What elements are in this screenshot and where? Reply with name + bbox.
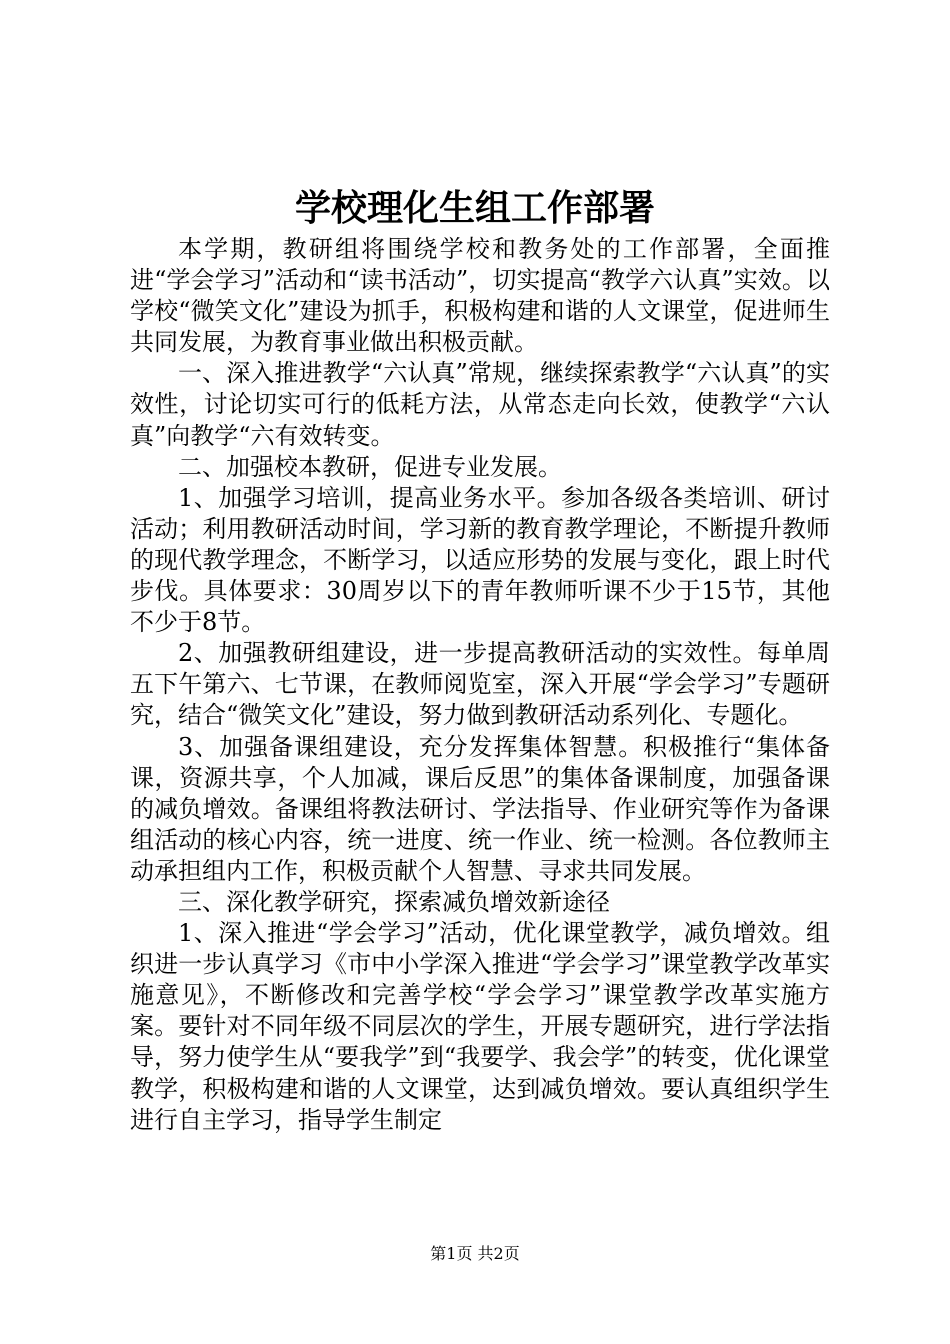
paragraph-section-3-item-1: 1、深入推进“学会学习”活动，优化课堂教学，减负增效。组织进一步认真学习《市中小学深入推进“学会学习”课堂教学改革实施意见》，不断修改和完善学校“学会学习”课堂教学改革实施方案。要针对不同年级不同层次的学生，开展专题研究，进行学法指导，努力使学生从“要我学”到“我要学、我会学”的转变，优化课堂教学，积极构建和谐的人文课堂，达到减负增效。要认真组织学生进行自主学习，指导学生制定: [130, 919, 830, 1134]
paragraph-section-2-item-3: 3、加强备课组建设，充分发挥集体智慧。积极推行“集体备课，资源共享，个人加减，课后反思”的集体备课制度，加强备课的减负增效。备课组将教法研讨、学法指导、作业研究等作为备课组活动的核心内容，统一进度、统一作业、统一检测。各位教师主动承担组内工作，积极贡献个人智慧、寻求共同发展。: [130, 732, 830, 885]
document-body: [130, 234, 830, 1136]
page-footer: 第1页 共2页: [430, 1244, 520, 1263]
paragraph-section-3-heading: 三、深化教学研究，探索减负增效新途径: [178, 887, 610, 916]
paragraph-section-2-item-1: 1、加强学习培训，提高业务水平。参加各级各类培训、研讨活动；利用教研活动时间，学习新的教育教学理论，不断提升教师的现代教学理念，不断学习，以适应形势的发展与变化，跟上时代步伐。具体要求：30周岁以下的青年教师听课不少于15节，其他不少于8节。: [130, 483, 830, 637]
paragraph-intro: 本学期，教研组将围绕学校和教务处的工作部署，全面推进“学会学习”活动和“读书活动”，切实提高“教学六认真”实效。以学校“微笑文化”建设为抓手，积极构建和谐的人文课堂，促进师生共同发展，为教育事业做出积极贡献。: [130, 235, 830, 357]
paragraph-section-1: 一、深入推进教学“六认真”常规，继续探索教学“六认真”的实效性，讨论切实可行的低耗方法，从常态走向长效，使教学“六认真”向教学“六有效转变。: [130, 359, 830, 450]
paragraph-section-2-item-2: 2、加强教研组建设，进一步提高教研活动的实效性。每单周五下午第六、七节课，在教师阅览室，深入开展“学会学习”专题研究，结合“微笑文化”建设，努力做到教研活动系列化、专题化。: [130, 639, 830, 730]
paragraph-section-2-heading: 二、加强校本教研，促进专业发展。: [178, 452, 562, 481]
document-title: 学校理化生组工作部署: [294, 187, 655, 229]
